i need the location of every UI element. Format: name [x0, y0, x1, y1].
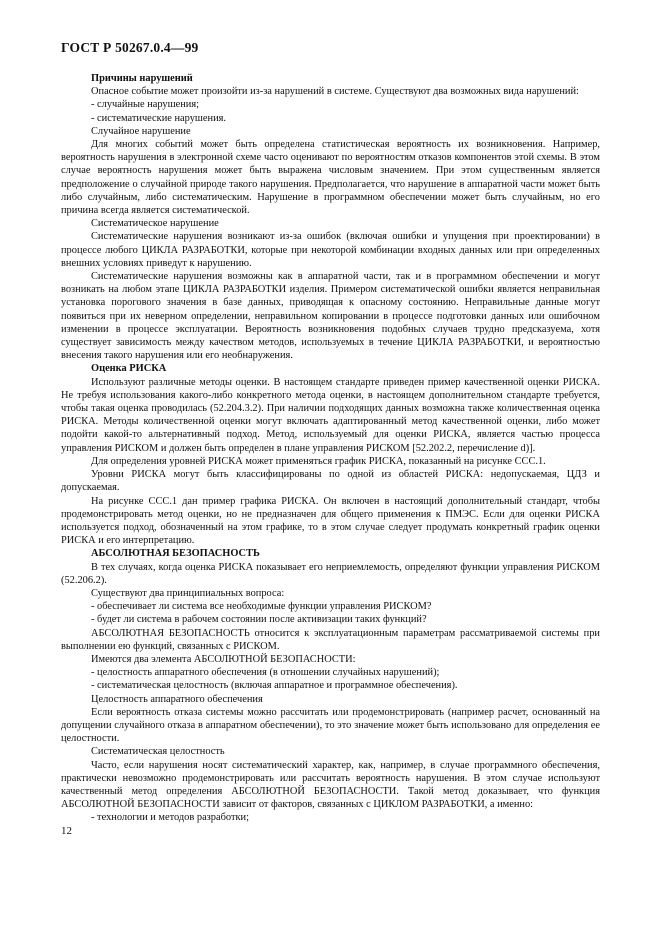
list-item: - целостность аппаратного обеспечения (в отношении случайных нарушений);: [91, 667, 440, 679]
list-item: - будет ли система в рабочем состоянии после активизации таких функций?: [91, 614, 427, 626]
document-body: [61, 72, 600, 825]
subsection-label: Целостность аппаратного обеспечения: [91, 693, 263, 705]
list-item: - систематические нарушения.: [91, 112, 227, 124]
paragraph: Если вероятность отказа системы можно рассчитать или продемонстрировать (например расчет, основанный на допущении случайного отказа в аппаратном обеспечении), то это значение может быть использовано для определения ее целостности.: [61, 706, 600, 745]
paragraph: Часто, если нарушения носят систематический характер, как, например, в случае программного обеспечения, практически невозможно продемонстрировать или рассчитать вероятность нарушения. В этом случае используют качественный метод определения АБСОЛЮТНОЙ БЕЗОПАСНОСТИ. Такой метод доказывает, что функция АБСОЛЮТНОЙ БЕЗОПАСНОСТИ зависит от факторов, связанных с ЦИКЛОМ РАЗРАБОТКИ, а именно:: [61, 759, 600, 811]
subsection-label: Систематическая целостность: [91, 746, 225, 758]
paragraph: Уровни РИСКА могут быть классифицированы по одной из областей РИСКА: недопускаемая, ЦДЗ и допускаемая.: [61, 469, 600, 494]
section-heading: АБСОЛЮТНАЯ БЕЗОПАСНОСТЬ: [91, 548, 260, 560]
document-header: ГОСТ Р 50267.0.4—99: [61, 40, 199, 55]
paragraph: Систематические нарушения возникают из-за ошибок (включая ошибки и упущения при проектировании) в процессе любого ЦИКЛА РАЗРАБОТКИ, которые при некоторой комбинации входных данных или при определенных внешних условиях приведут к нарушению.: [61, 231, 600, 269]
list-item: - технологии и методов разработки;: [91, 812, 249, 824]
section-heading: Причины нарушений: [91, 73, 193, 84]
list-item: - случайные нарушения;: [91, 99, 200, 111]
paragraph: Имеются два элемента АБСОЛЮТНОЙ БЕЗОПАСНОСТИ:: [91, 653, 356, 665]
subsection-label: Случайное нарушение: [91, 125, 191, 137]
subsection-label: Систематическое нарушение: [91, 218, 219, 230]
paragraph: На рисунке ССС.1 дан пример графика РИСКА. Он включен в настоящий дополнительный стандарт, чтобы продемонстрировать метод оценки, но не предназначен для общего применения к ПМЭС. Если для оценки РИСКА используется подход, обозначенный на этом графике, то в этом случае следует продумать конкретный график оценки РИСКА и его интерпретацию.: [61, 495, 600, 547]
paragraph: АБСОЛЮТНАЯ БЕЗОПАСНОСТЬ относится к эксплуатационным параметрам рассматриваемой системы при выполнении ею функций, связанных с РИСКОМ.: [61, 627, 600, 652]
page-number: 12: [61, 825, 72, 837]
list-item: - обеспечивает ли система все необходимые функции управления РИСКОМ?: [91, 601, 432, 613]
paragraph: Для многих событий может быть определена статистическая вероятность их возникновения. Например, вероятность нарушения в электронной схеме часто оценивают по вероятностям отказов компонентов этой схемы. В этом случае вероятность нарушения может быть выражена числовым значением. При этом существенным является предположение о случайной природе такого нарушения. Предполагается, что нарушение в аппаратной части может быть либо случайным, либо систематическим. Нарушение в программном обеспечении может быть случайным, но его причина всегда является систематической.: [61, 139, 600, 217]
paragraph: Используют различные методы оценки. В настоящем стандарте приведен пример качественной оценки РИСКА. Не требуя использования какого-либо конкретного метода оценки, в настоящем дополнительном стандарте требуется, чтобы такая оценка проводилась (52.204.3.2). При наличии подходящих данных возможна также количественная оценка РИСКА. Методы количественной оценки могут включать адаптированный метод качественной оценки, либо может подойти какой-то альтернативный подход. Метод, используемый для оценки РИСКА, является частью процесса управления РИСКОМ и должен быть определен в плане управления РИСКОМ [52.202.2, перечисление d)].: [61, 376, 600, 454]
list-item: - систематическая целостность (включая аппаратное и программное обеспечения).: [91, 680, 458, 692]
paragraph: Существуют два принципиальных вопроса:: [91, 587, 285, 599]
paragraph: Систематические нарушения возможны как в аппаратной части, так и в программном обеспечении и могут возникать на любом этапе ЦИКЛА РАЗРАБОТКИ изделия. Примером систематической ошибки является неправильная установка порогового значения в базе данных, приводящая к опасному состоянию. Неправильные данные могут появиться при их неверном определении, неправильном копировании в процессе подготовки данных или ошибочном изменении в процессе эксплуатации. Вероятность возникновения подобных случаев трудно предсказуема, хотя существует зависимость между качеством методов, используемых в течение ЦИКЛА РАЗРАБОТКИ, и вероятностью внесения такого нарушения или его необнаружения.: [61, 271, 600, 362]
paragraph: Для определения уровней РИСКА может применяться график РИСКА, показанный на рисунке ССС.1.: [91, 455, 546, 467]
paragraph: Опасное событие может произойти из-за нарушений в системе. Существуют два возможных вида нарушений:: [91, 86, 579, 98]
section-heading: Оценка РИСКА: [91, 363, 167, 375]
paragraph: В тех случаях, когда оценка РИСКА показывает его неприемлемость, определяют функции управления РИСКОМ (52.206.2).: [61, 561, 600, 586]
